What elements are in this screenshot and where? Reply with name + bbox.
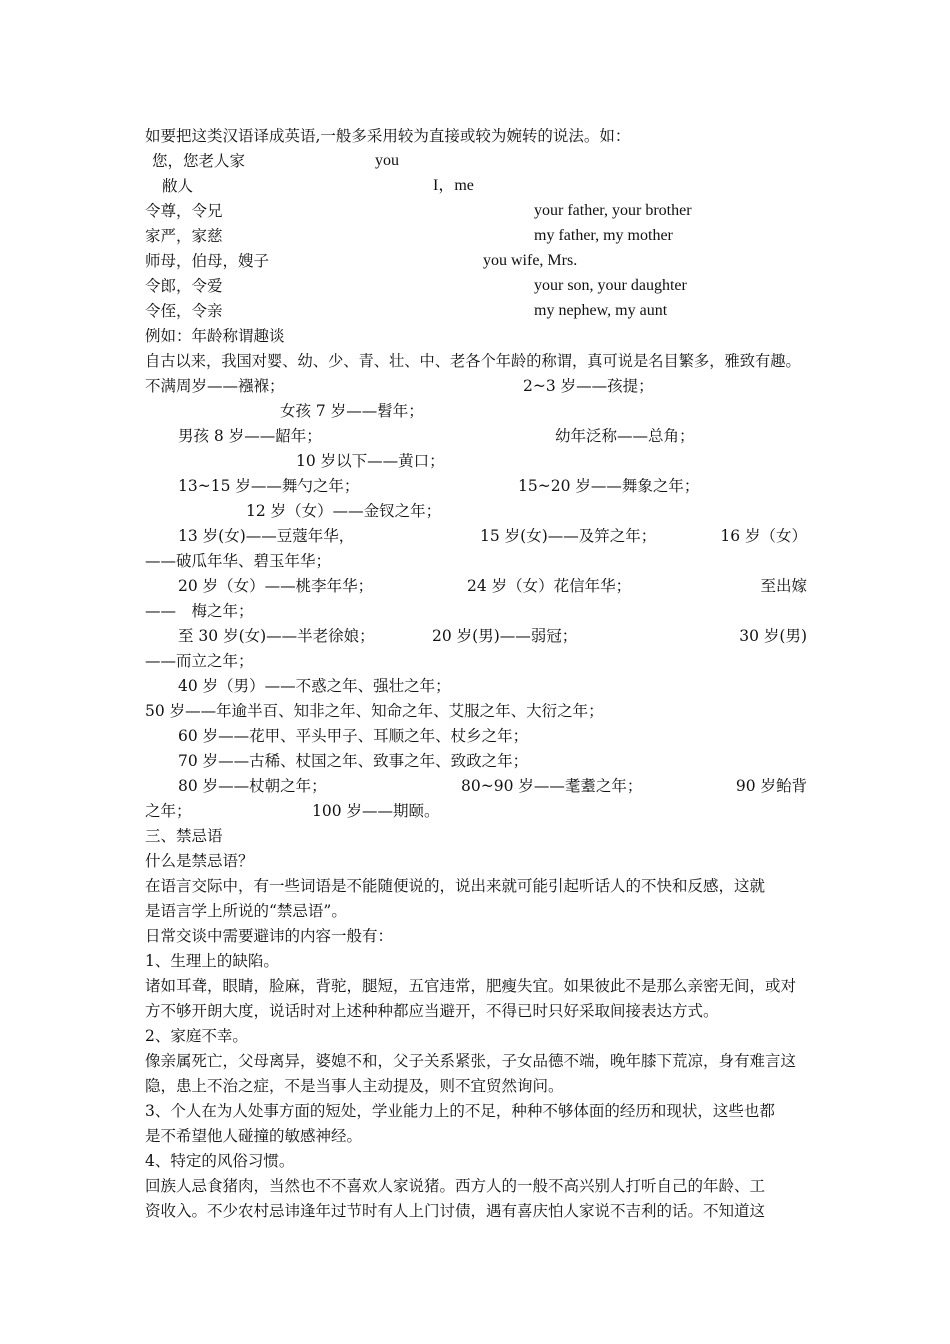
age-term: 100 岁——期颐。 <box>312 802 440 820</box>
section-heading: 例如：年龄称谓趣谈 <box>145 327 285 345</box>
age-term: 20 岁(男)——弱冠； <box>432 627 578 645</box>
paragraph: 诸如耳聋，眼睛，脸麻，背驼，腿短，五官违常，肥瘦失宜。如果彼此不是那么亲密无间，或对 <box>145 977 797 995</box>
age-term: 80 岁——杖朝之年； <box>178 777 327 795</box>
age-term: 30 岁(男) <box>739 627 807 645</box>
age-term: 24 岁（女）花信年华； <box>467 577 632 595</box>
list-heading: 3、个人在为人处事方面的短处，学业能力上的不足，种种不够体面的经历和现状，这些也都 <box>145 1102 775 1120</box>
term-english: you wife, Mrs. <box>483 252 578 269</box>
paragraph: 在语言交际中，有一些词语是不能随便说的，说出来就可能引起听话人的不快和反感，这就 <box>145 877 766 895</box>
subheading: 什么是禁忌语？ <box>145 852 254 870</box>
term-chinese: 令尊，令兄 <box>145 202 223 220</box>
age-term: 80~90 岁——耄耋之年； <box>461 777 643 795</box>
paragraph: 是语言学上所说的“禁忌语”。 <box>145 902 347 920</box>
age-term: 12 岁（女）——金钗之年； <box>246 502 442 520</box>
age-term: 10 岁以下——黄口； <box>296 452 445 470</box>
paragraph: 像亲属死亡，父母离异，婆媳不和，父子关系紧张，子女品德不端，晚年膝下荒凉，身有难言这 <box>145 1052 797 1070</box>
paragraph-intro: 如要把这类汉语译成英语,一般多采用较为直接或较为婉转的说法。如： <box>145 127 631 145</box>
age-term: 16 岁（女） <box>720 527 807 545</box>
age-term: 女孩 7 岁——髫年； <box>280 402 424 420</box>
age-term: ——而立之年； <box>145 652 254 670</box>
age-term: 至 30 岁(女)——半老徐娘； <box>178 627 375 645</box>
paragraph: 是不希望他人碰撞的敏感神经。 <box>145 1127 363 1145</box>
age-term: 40 岁（男）——不惑之年、强壮之年； <box>178 677 451 695</box>
paragraph: 资收入。不少农村忌讳逢年过节时有人上门讨债，遇有喜庆怕人家说不吉利的话。不知道这 <box>145 1202 766 1220</box>
paragraph: 隐，患上不治之症，不是当事人主动提及，则不宜贸然询问。 <box>145 1077 564 1095</box>
term-chinese: 您，您老人家 <box>152 152 246 170</box>
list-heading: 2、家庭不幸。 <box>145 1027 248 1045</box>
age-term: 幼年泛称——总角； <box>555 427 695 445</box>
paragraph: 日常交谈中需要避讳的内容一般有： <box>145 927 394 945</box>
term-english: my father, my mother <box>534 227 673 244</box>
term-english: your son, your daughter <box>534 277 687 294</box>
paragraph: 方不够开朗大度，说话时对上述种种都应当避开，不得已时只好采取间接表达方式。 <box>145 1002 719 1020</box>
age-term: 60 岁——花甲、平头甲子、耳顺之年、杖乡之年； <box>178 727 529 745</box>
term-chinese: 家严，家慈 <box>145 227 223 245</box>
age-term: 90 岁鲐背 <box>735 777 807 795</box>
age-term: 2~3 岁——孩提； <box>523 377 654 395</box>
age-term: 至出嫁 <box>760 577 807 595</box>
age-term: 男孩 8 岁——龆年； <box>178 427 322 445</box>
list-heading: 4、特定的风俗习惯。 <box>145 1152 295 1170</box>
term-english: my nephew, my aunt <box>534 302 668 319</box>
age-term: 13 岁(女)——豆蔻年华， <box>178 527 355 545</box>
term-chinese: 敝人 <box>162 177 194 195</box>
term-chinese: 师母，伯母，嫂子 <box>145 252 270 270</box>
age-term: —— 梅之年； <box>145 602 254 620</box>
age-term: 不满周岁——襁褓； <box>145 377 285 395</box>
section-heading: 三、禁忌语 <box>145 827 223 845</box>
paragraph: 回族人忌食猪肉，当然也不不喜欢人家说猪。西方人的一般不高兴别人打听自己的年龄、工 <box>145 1177 766 1195</box>
age-term: 15~20 岁——舞象之年； <box>518 477 700 495</box>
term-english: I，me <box>433 177 474 194</box>
age-term: 15 岁(女)——及笄之年； <box>480 527 657 545</box>
age-term: 70 岁——古稀、杖国之年、致事之年、致政之年； <box>178 752 529 770</box>
age-term: 13~15 岁——舞勺之年； <box>178 477 360 495</box>
term-english: your father, your brother <box>534 202 692 219</box>
age-term: 之年； <box>145 802 192 820</box>
term-chinese: 令郎，令爱 <box>145 277 223 295</box>
term-english: you <box>375 152 399 169</box>
term-chinese: 令侄，令亲 <box>145 302 223 320</box>
list-heading: 1、生理上的缺陷。 <box>145 952 279 970</box>
age-term: 50 岁——年逾半百、知非之年、知命之年、艾服之年、大衍之年； <box>145 702 604 720</box>
paragraph: 自古以来，我国对婴、幼、少、青、壮、中、老各个年龄的称谓，真可说是名目繁多，雅致有趣。 <box>145 352 801 370</box>
age-term: 20 岁（女）——桃李年华； <box>178 577 374 595</box>
age-term: ——破瓜年华、碧玉年华； <box>145 552 332 570</box>
